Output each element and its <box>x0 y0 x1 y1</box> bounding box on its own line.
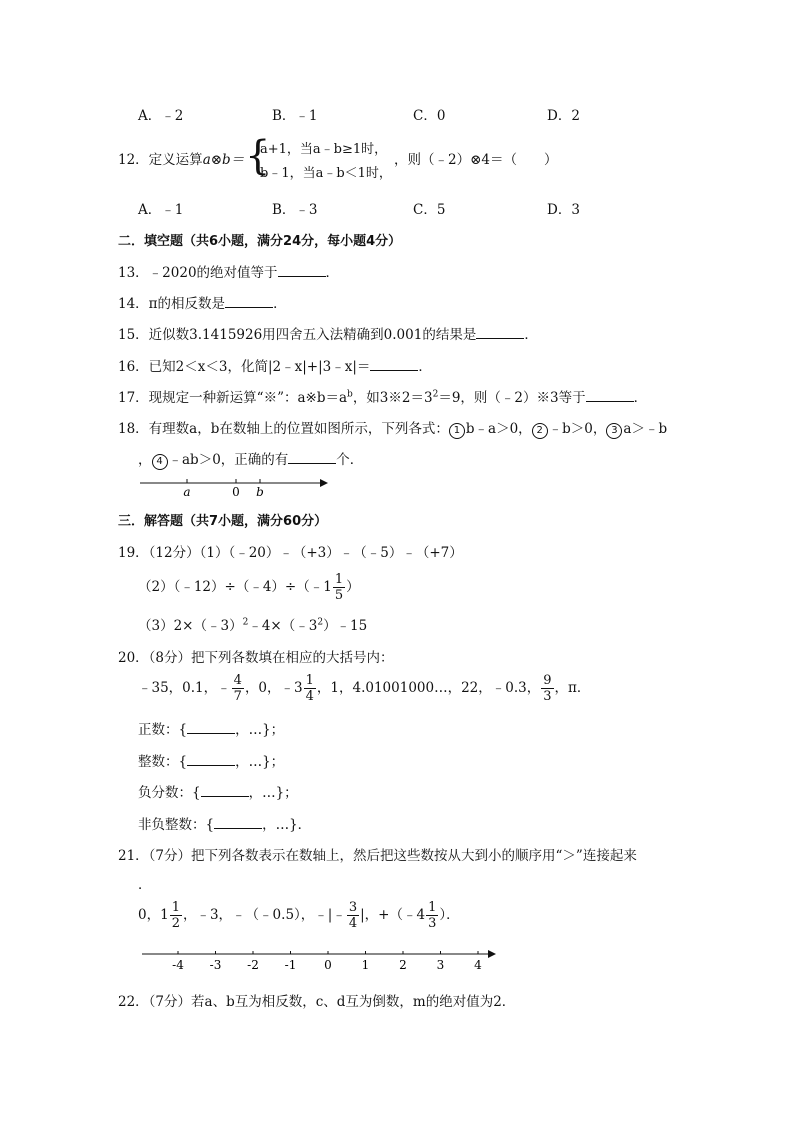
set-label: 正数：{ <box>138 722 188 738</box>
q18-line2-end: 个． <box>336 452 364 468</box>
q19-sup4: 2 <box>317 617 324 628</box>
answer-blank <box>278 264 326 277</box>
set-end: ，…}； <box>248 785 298 801</box>
q21-b: ，﹣3，﹣（﹣0.5），﹣|﹣ <box>182 907 346 923</box>
q20-set-integer <box>138 750 284 770</box>
q20-nums-d: ，π． <box>554 680 591 696</box>
q17-c: ＝9，则（﹣2）※3等于 <box>438 390 586 406</box>
q15 <box>118 323 538 343</box>
q21-c: |，+（﹣4 <box>360 907 426 923</box>
q21-d: ）． <box>439 907 460 923</box>
q19-line3c: ）﹣15 <box>323 618 368 634</box>
q18-circle-4: 4 <box>152 454 168 470</box>
set-end: ，…}． <box>262 817 312 833</box>
q12-suffix: ，则（﹣2）⊗4＝（ ） <box>394 152 558 168</box>
axis-tick-label: -3 <box>209 958 222 972</box>
q20-frac3 <box>541 673 553 704</box>
q20-set-negative-fraction <box>138 781 298 801</box>
q21-number-line <box>138 946 498 974</box>
q15-end: ． <box>524 327 538 343</box>
q12-case2: b﹣1，当a﹣b＜1时， <box>260 166 392 181</box>
answer-blank <box>586 389 634 402</box>
set-label: 非负整数：{ <box>138 817 215 833</box>
answer-blank <box>476 326 524 339</box>
q19-line2b: ） <box>346 579 360 595</box>
label-b: b <box>256 485 264 499</box>
frac-num: 1 <box>305 673 314 688</box>
q12-op: a⊗b＝ <box>202 152 245 168</box>
q21-a: 0，1 <box>138 907 169 923</box>
q21-line1b: ． <box>138 877 152 893</box>
frac-num: 1 <box>171 900 180 915</box>
q18-circle-2: 2 <box>532 423 548 439</box>
q20-nums-a: ﹣35，0.1，﹣ <box>138 680 231 696</box>
q19-line3 <box>138 614 367 634</box>
set-label: 整数：{ <box>138 754 188 770</box>
label-a: a <box>183 485 191 499</box>
axis-tick-label: 3 <box>436 958 445 972</box>
q19-line2 <box>138 572 360 603</box>
q12-option-a: A．﹣1 <box>138 202 184 218</box>
set-label: 负分数：{ <box>138 785 201 801</box>
q20-set-positive <box>138 718 284 738</box>
q18-intro: 18．有理数a，b在数轴上的位置如图所示，下列各式： <box>118 421 449 437</box>
axis-tick-label: 1 <box>361 958 370 972</box>
q13-end: ． <box>325 265 340 281</box>
q12-case1: a+1，当a﹣b≥1时， <box>260 142 388 157</box>
q18-item-1: b﹣a＞0， <box>465 421 532 437</box>
q20-frac1 <box>232 673 244 704</box>
q20-nums-c: ，1，4.01001000…，22，﹣0.3， <box>316 680 541 696</box>
set-end: ，…}； <box>235 722 285 738</box>
q16 <box>118 355 432 375</box>
answer-blank <box>225 295 273 308</box>
q12-prefix-text: 12．定义运算 <box>118 152 203 168</box>
q20-numbers <box>138 673 590 704</box>
q17 <box>118 386 647 406</box>
q14-text: 14．π的相反数是 <box>118 296 226 312</box>
frac-num: 1 <box>334 572 344 587</box>
answer-blank <box>370 358 418 371</box>
q14 <box>118 292 287 312</box>
frac-den: 3 <box>543 689 552 704</box>
frac-den: 5 <box>334 588 344 603</box>
q21-frac1 <box>170 900 182 931</box>
frac-den: 3 <box>428 916 437 931</box>
q18-line1 <box>118 417 667 439</box>
q18-line2-pre: ， <box>138 452 152 468</box>
q21-numbers <box>138 900 460 931</box>
q20-set-nonnegative-integer <box>138 813 311 833</box>
q17-a: 17．现规定一种新运算“※”：a※b＝a <box>118 390 348 406</box>
frac-den: 4 <box>305 689 314 704</box>
q19-fraction <box>333 572 345 603</box>
q20-line1: 20．（8分）把下列各数填在相应的大括号内： <box>118 650 394 666</box>
frac-den: 4 <box>348 916 358 931</box>
q18-circle-1: 1 <box>449 423 465 439</box>
q14-end: ． <box>273 296 287 312</box>
answer-blank <box>187 753 235 766</box>
axis-arrow <box>488 950 496 958</box>
frac-den: 7 <box>233 689 242 704</box>
q12-prefix <box>118 148 244 168</box>
q13-text: 13．﹣2020的绝对值等于 <box>118 265 278 281</box>
axis-arrow <box>320 479 328 487</box>
q20-nums-b: ，0，﹣3 <box>244 680 303 696</box>
label-0: 0 <box>232 485 240 499</box>
axis-tick-label: 0 <box>324 958 332 972</box>
axis-tick-label: -1 <box>284 958 297 972</box>
q12-brace: { <box>245 133 271 179</box>
q18-item-2: ﹣b＞0， <box>548 421 607 437</box>
q19-line1: 19．（12分）（1）（﹣20）﹣（+3）﹣（﹣5）﹣（+7） <box>118 545 463 561</box>
q15-text: 15．近似数3.1415926用四舍五入法精确到0.001的结果是 <box>118 327 477 343</box>
axis-tick-label: -4 <box>172 958 184 972</box>
q17-sup2: 2 <box>432 389 439 400</box>
q17-end: ． <box>633 390 648 406</box>
frac-num: 9 <box>543 673 552 688</box>
q21-line1: 21．（7分）把下列各数表示在数轴上，然后把这些数按从大到小的顺序用“＞”连接起来 <box>118 848 637 864</box>
answer-blank <box>187 721 235 734</box>
q20-frac2 <box>304 673 316 704</box>
section2-title: 二．填空题（共6小题，满分24分，每小题4分） <box>118 234 402 249</box>
q19-line3a: （3）2×（﹣3） <box>138 618 243 634</box>
q17-sup1: b <box>347 389 353 400</box>
q18-item-3: a＞﹣b <box>623 421 668 437</box>
q18-item-4: ﹣ab＞0，正确的有 <box>168 452 289 468</box>
q17-b: ，如3※2＝3 <box>352 390 433 406</box>
q11-option-c: C．0 <box>413 108 446 124</box>
answer-blank <box>214 816 262 829</box>
q11-option-a: A．﹣2 <box>138 108 184 124</box>
q19-line3b: ﹣4×（﹣3 <box>248 618 318 634</box>
q21-frac3 <box>426 900 438 931</box>
q19-sup3: 2 <box>242 617 249 628</box>
q22: 22．（7分）若a、b互为相反数，c、d互为倒数，m的绝对值为2． <box>118 994 516 1010</box>
q11-option-d: D．2 <box>547 108 580 124</box>
section3-title: 三．解答题（共7小题，满分60分） <box>118 514 328 529</box>
answer-blank <box>288 451 336 464</box>
axis-tick-label: 2 <box>399 958 407 972</box>
frac-num: 1 <box>428 900 437 915</box>
q12-option-c: C．5 <box>413 202 446 218</box>
axis-tick-label: -2 <box>247 958 259 972</box>
frac-den: 2 <box>171 916 180 931</box>
q18-number-line <box>138 474 328 500</box>
q16-end: ． <box>418 359 432 375</box>
q19-line2a: （2）（﹣12）÷（﹣4）÷（﹣1 <box>138 579 332 595</box>
q13 <box>118 261 339 281</box>
q16-text: 16．已知2＜x＜3，化简|2﹣x|+|3﹣x|＝ <box>118 359 371 375</box>
q12-option-d: D．3 <box>547 202 580 218</box>
axis-tick-label: 4 <box>474 958 482 972</box>
q21-frac2 <box>347 900 359 931</box>
frac-num: 3 <box>348 900 358 915</box>
q12-option-b: B．﹣3 <box>272 202 318 218</box>
answer-blank <box>201 784 249 797</box>
set-end: ，…}； <box>235 754 285 770</box>
frac-num: 4 <box>233 673 242 688</box>
q18-line2 <box>138 448 363 470</box>
q18-circle-3: 3 <box>606 423 622 439</box>
q11-option-b: B．﹣1 <box>272 108 318 124</box>
